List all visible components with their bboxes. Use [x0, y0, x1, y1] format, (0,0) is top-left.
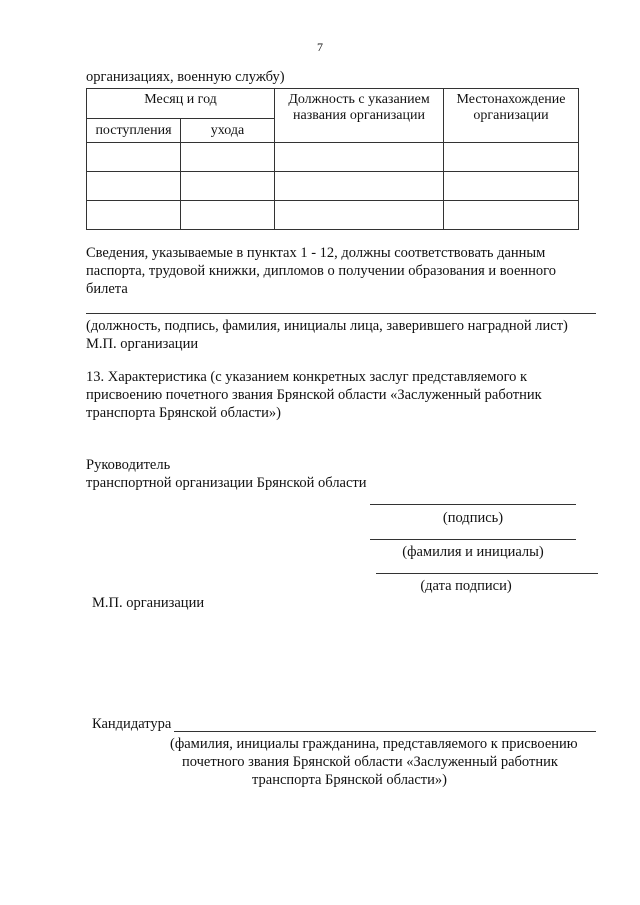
candidacy-label: Кандидатура	[92, 716, 172, 732]
stamp-label: М.П. организации	[86, 336, 199, 352]
header-leaving: ухода	[181, 119, 275, 143]
header-month-year: Месяц и год	[87, 89, 275, 119]
table-cell	[87, 201, 181, 230]
header-location: Местонахождение организации	[444, 89, 579, 143]
date-caption: (дата подписи)	[420, 578, 512, 594]
name-caption: (фамилия и инициалы)	[402, 544, 544, 560]
table-row	[87, 143, 579, 172]
table-cell	[444, 201, 579, 230]
candidacy-caption-line-1: (фамилия, инициалы гражданина, представляемого к присвоению	[170, 736, 578, 752]
header-admission: поступления	[87, 119, 181, 143]
candidacy-caption-line-2: почетного звания Брянской области «Заслуженный работник	[182, 754, 558, 770]
section-13-line-2: присвоению почетного звания Брянской области «Заслуженный работник	[86, 387, 542, 403]
table-row	[87, 172, 579, 201]
signature-line	[370, 504, 576, 505]
info-paragraph-line-2: паспорта, трудовой книжки, дипломов о получении образования и военного	[86, 263, 556, 279]
table-cell	[181, 201, 275, 230]
info-paragraph-line-3: билета	[86, 281, 128, 297]
table-cell	[275, 143, 444, 172]
table-row	[87, 201, 579, 230]
section-13-line-3: транспорта Брянской области»)	[86, 405, 281, 421]
table-cell	[181, 143, 275, 172]
table-cell	[275, 201, 444, 230]
table-cell	[275, 172, 444, 201]
table-header-row	[87, 89, 579, 119]
date-line	[376, 573, 598, 574]
intro-fragment: организациях, военную службу)	[86, 69, 285, 85]
table-cell	[181, 172, 275, 201]
certifier-caption: (должность, подпись, фамилия, инициалы лица, заверившего наградной лист)	[86, 318, 568, 334]
candidacy-line	[174, 731, 596, 732]
table-cell	[444, 172, 579, 201]
head-organization: транспортной организации Брянской области	[86, 475, 367, 491]
table-cell	[87, 172, 181, 201]
name-line	[370, 539, 576, 540]
header-position: Должность с указанием названия организации	[275, 89, 444, 143]
info-paragraph-line-1: Сведения, указываемые в пунктах 1 - 12, должны соответствовать данным	[86, 245, 546, 261]
employment-table	[86, 88, 579, 230]
table-cell	[87, 143, 181, 172]
head-title: Руководитель	[86, 457, 171, 473]
candidacy-caption-line-3: транспорта Брянской области»)	[252, 772, 447, 788]
table-cell	[444, 143, 579, 172]
certifier-signature-line	[86, 313, 596, 314]
section-13-line-1: 13. Характеристика (с указанием конкретных заслуг представляемого к	[86, 369, 528, 385]
stamp-label: М.П. организации	[92, 595, 205, 611]
signature-caption: (подпись)	[442, 510, 504, 526]
page-number: 7	[317, 40, 323, 54]
